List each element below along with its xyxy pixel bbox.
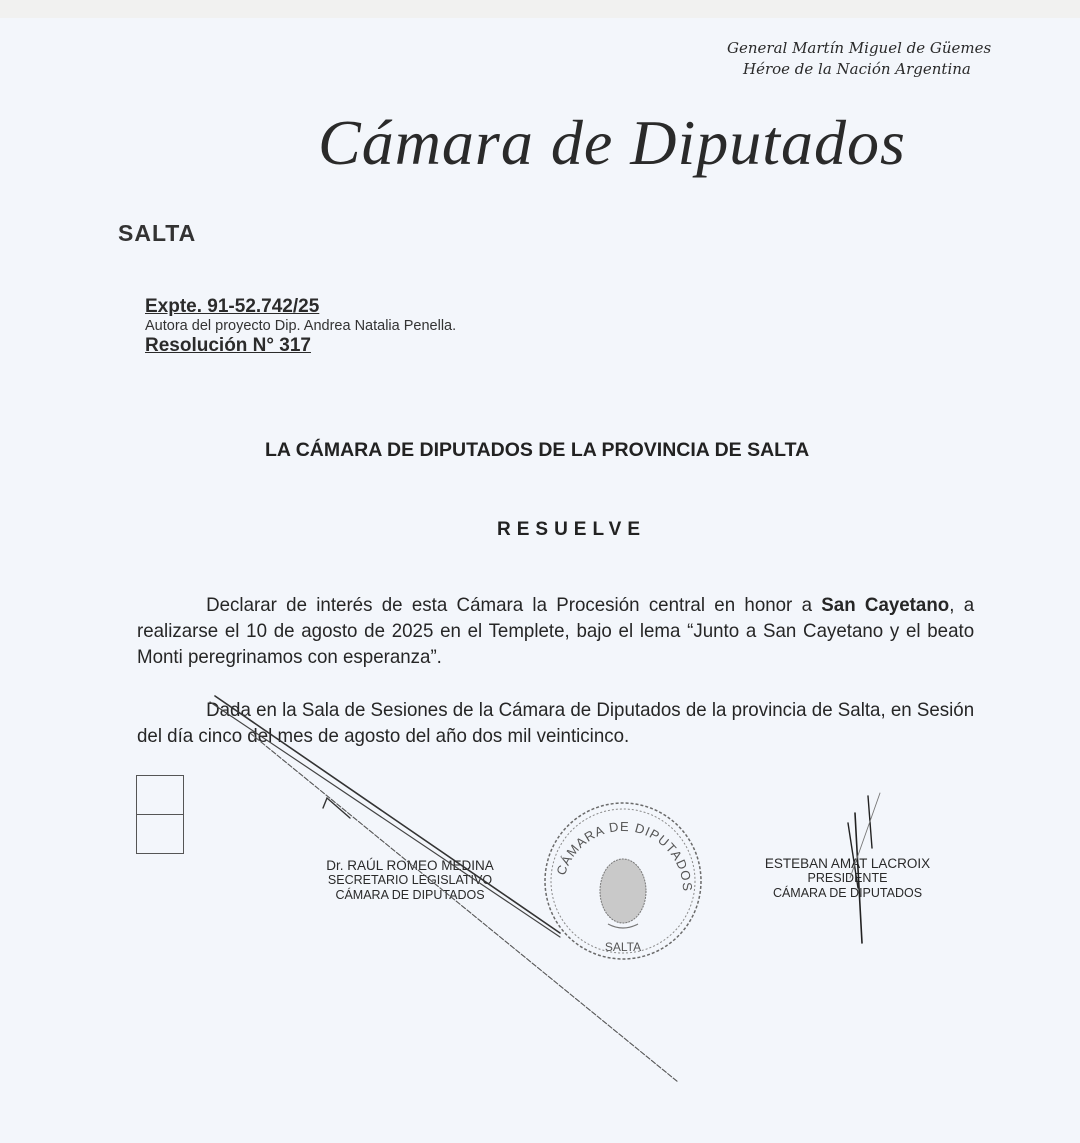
paragraph-1-text: Declarar de interés de esta Cámara la Procesión central en honor a bbox=[206, 594, 822, 616]
document-page bbox=[0, 18, 1080, 1143]
secretary-signature-stroke-3 bbox=[250, 733, 678, 1082]
chamber-heading: LA CÁMARA DE DIPUTADOS DE LA PROVINCIA DE SALTA bbox=[265, 439, 810, 461]
paragraph-1-bold: San Cayetano bbox=[821, 594, 950, 616]
secretary-body: CÁMARA DE DIPUTADOS bbox=[335, 888, 485, 902]
secretary-name: Dr. RAÚL ROMEO MEDINA bbox=[326, 858, 494, 873]
secretary-signature-stroke-2 bbox=[210, 702, 560, 937]
seal-top-text-path: CÁMARA DE DIPUTADOS bbox=[553, 818, 696, 893]
president-signature-stroke-4 bbox=[850, 793, 880, 878]
institution-title: Cámara de Diputados bbox=[318, 107, 906, 178]
president-title: PRESIDENTE bbox=[807, 871, 888, 885]
president-body: CÁMARA DE DIPUTADOS bbox=[772, 886, 923, 900]
secretary-signature-mark bbox=[323, 798, 350, 818]
province-label: SALTA bbox=[118, 220, 197, 246]
resuelve-heading: RESUELVE bbox=[497, 519, 647, 540]
president-name: ESTEBAN AMAT LACROIX bbox=[764, 856, 931, 871]
signature-strokes bbox=[0, 18, 1080, 1143]
motto-line-2: Héroe de la Nación Argentina bbox=[743, 60, 971, 78]
resolution-number: Resolución N° 317 bbox=[145, 335, 311, 356]
expediente-number: Expte. 91-52.742/25 bbox=[145, 296, 320, 317]
secretary-title: SECRETARIO LEGISLATIVO bbox=[327, 873, 493, 887]
secretary-signature-stroke-1 bbox=[215, 696, 560, 933]
paragraph-1-text-end: , a realizarse el 10 de agosto de 2025 en el Templete, bajo el lema “Junto a San Cayetano y el beato Monti peregrinamos con esperanza”. bbox=[137, 594, 975, 668]
paragraph-2-text: Dada en la Sala de Sesiones de la Cámara de Diputados de la provincia de Salta, en Sesión del día cinco del mes de agosto del año dos mil veinticinco. bbox=[137, 699, 975, 747]
motto-line-1: General Martín Miguel de Güemes bbox=[727, 39, 992, 57]
project-author: Autora del proyecto Dip. Andrea Natalia Penella. bbox=[145, 318, 457, 334]
seal-bottom-text: SALTA bbox=[604, 940, 642, 954]
